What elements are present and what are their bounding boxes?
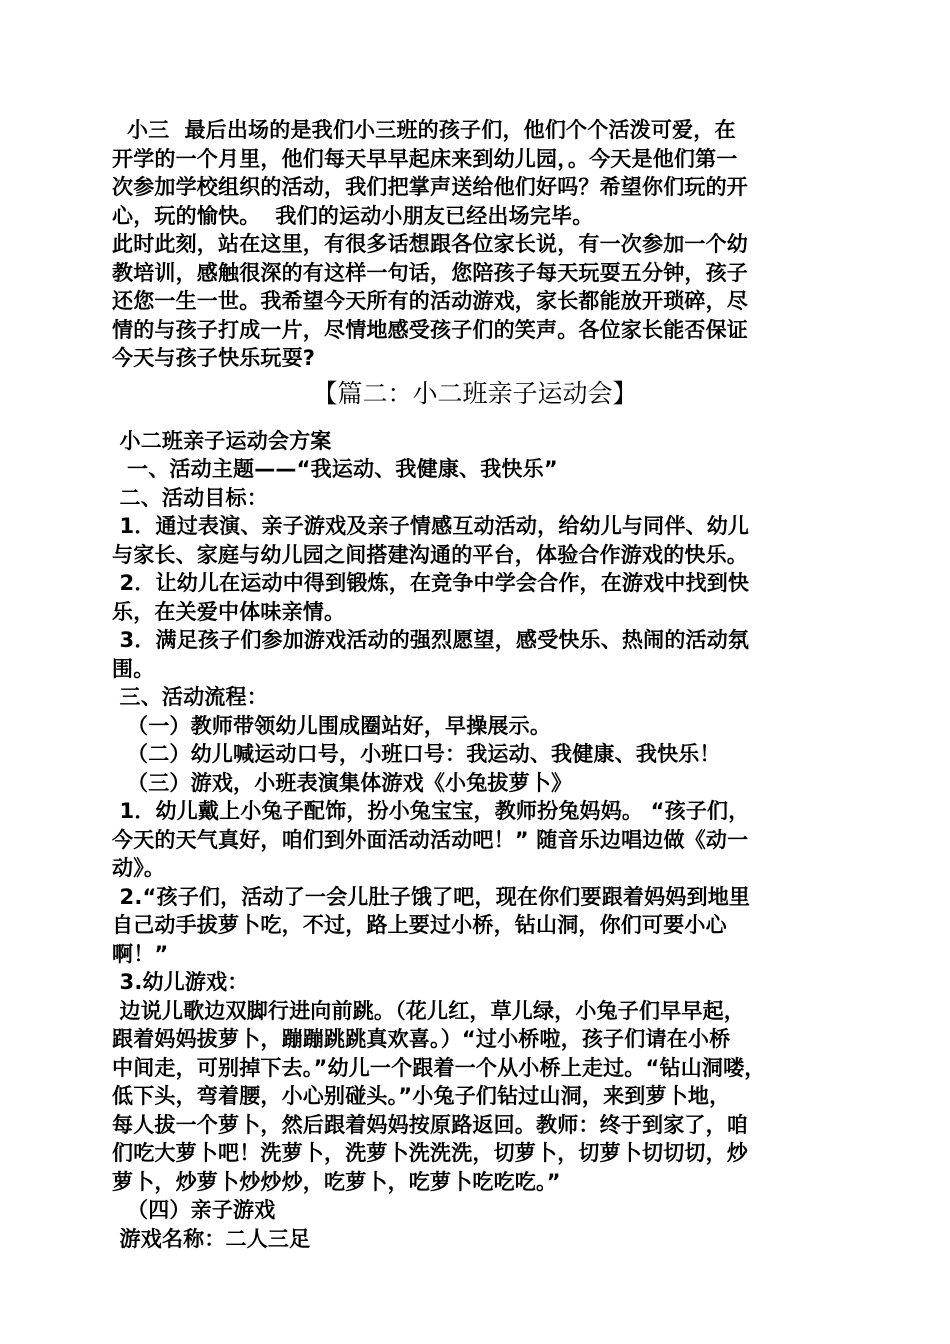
text-line: 自己动手拔萝卜吃，不过，路上要过小桥，钻山洞，你们可要小心 (112, 913, 727, 937)
section-two-text (112, 427, 838, 1254)
text-line: 边说儿歌边双脚行进向前跳。（花儿红，草儿绿，小兔子们早早起， (112, 998, 746, 1023)
text-line: 小三 最后出场的是我们小三班的孩子们，他们个个活泼可爱，在 (112, 118, 736, 142)
section-one-text (112, 116, 838, 373)
text-line: 教培训，感触很深的有这样一句话，您陪孩子每天玩耍五分钟，孩子 (112, 260, 748, 285)
text-line: 跟着妈妈拔萝卜，蹦蹦跳跳真欢喜。）“过小桥啦，孩子们请在小桥 (112, 1027, 731, 1051)
text-line: 小二班亲子运动会方案 (112, 428, 332, 453)
text-line: 1．幼儿戴上小兔子配饰，扮小兔宝宝，教师扮兔妈妈。 “孩子们， (112, 799, 750, 823)
document-page (112, 116, 838, 1253)
text-line: 心，玩的愉快。 我们的运动小朋友已经出场完毕。 (112, 203, 594, 228)
text-line: 低下头，弯着腰，小心别碰头。”小兔子们钻过山洞，来到萝卜地， (112, 1084, 731, 1108)
text-line: 萝卜，炒萝卜炒炒炒，吃萝卜，吃萝卜吃吃吃。” (112, 1169, 561, 1194)
text-line: 乐，在关爱中体味亲情。 (112, 599, 346, 624)
text-line: 次参加学校组织的活动，我们把掌声送给他们好吗？希望你们玩的开 (112, 175, 748, 199)
text-line: 还您一生一世。我希望今天所有的活动游戏，家长都能放开琐碎，尽 (112, 289, 748, 313)
text-line: 今天与孩子快乐玩耍? (112, 346, 316, 370)
section-heading: 【篇二：小二班亲子运动会】 (312, 378, 638, 408)
text-line: 开学的一个月里，他们每天早早起床来到幼儿园，。今天是他们第一 (112, 146, 738, 171)
text-line: 今天的天气真好，咱们到外面活动活动吧！” 随音乐边唱边做《动一 (112, 827, 749, 852)
text-line: 3.幼儿游戏： (112, 970, 249, 994)
text-line: 一、活动主题——“我运动、我健康、我快乐” (112, 457, 558, 481)
text-line: 三、活动流程： (112, 685, 268, 709)
text-line: （一）教师带领幼儿围成圈站好，早操展示。 (112, 713, 552, 738)
text-line: 3．满足孩子们参加游戏活动的强烈愿望，感受快乐、热闹的活动氛 (112, 628, 750, 652)
text-line: 们吃大萝卜吧！洗萝卜，洗萝卜洗洗洗，切萝卜，切萝卜切切切，炒 (112, 1141, 748, 1165)
text-line: 此时此刻，站在这里，有很多话想跟各位家长说，有一次参加一个幼 (112, 232, 748, 256)
text-line: 每人拔一个萝卜，然后跟着妈妈按原路返回。教师：终于到家了，咱 (112, 1112, 748, 1137)
text-line: （二）幼儿喊运动口号，小班口号：我运动、我健康、我快乐！ (112, 742, 721, 766)
text-line: 2.“孩子们，活动了一会儿肚子饿了吧，现在你们要跟着妈妈到地里 (112, 884, 751, 909)
text-line: 与家长、家庭与幼儿园之间搭建沟通的平台，体验合作游戏的快乐。 (112, 542, 748, 567)
text-line: 游戏名称：二人三足 (112, 1226, 311, 1251)
text-line: 情的与孩子打成一片，尽情地感受孩子们的笑声。各位家长能否保证 (112, 317, 748, 342)
text-line: 动》。 (112, 856, 166, 880)
text-line: （三）游戏，小班表演集体游戏《小兔拔萝卜》 (112, 770, 573, 795)
text-line: 啊！” (112, 941, 169, 966)
text-line: 中间走，可别掉下去。”幼儿一个跟着一个从小桥上走过。“钻山洞喽， (112, 1055, 766, 1080)
text-line: （四）亲子游戏 (112, 1198, 276, 1222)
text-line: 1．通过表演、亲子游戏及亲子情感互动活动，给幼儿与同伴、幼儿 (112, 514, 750, 538)
text-line: 二、活动目标： (112, 485, 268, 510)
text-line: 2．让幼儿在运动中得到锻炼，在竞争中学会合作，在游戏中找到快 (112, 571, 750, 595)
text-line: 围。 (112, 656, 155, 681)
